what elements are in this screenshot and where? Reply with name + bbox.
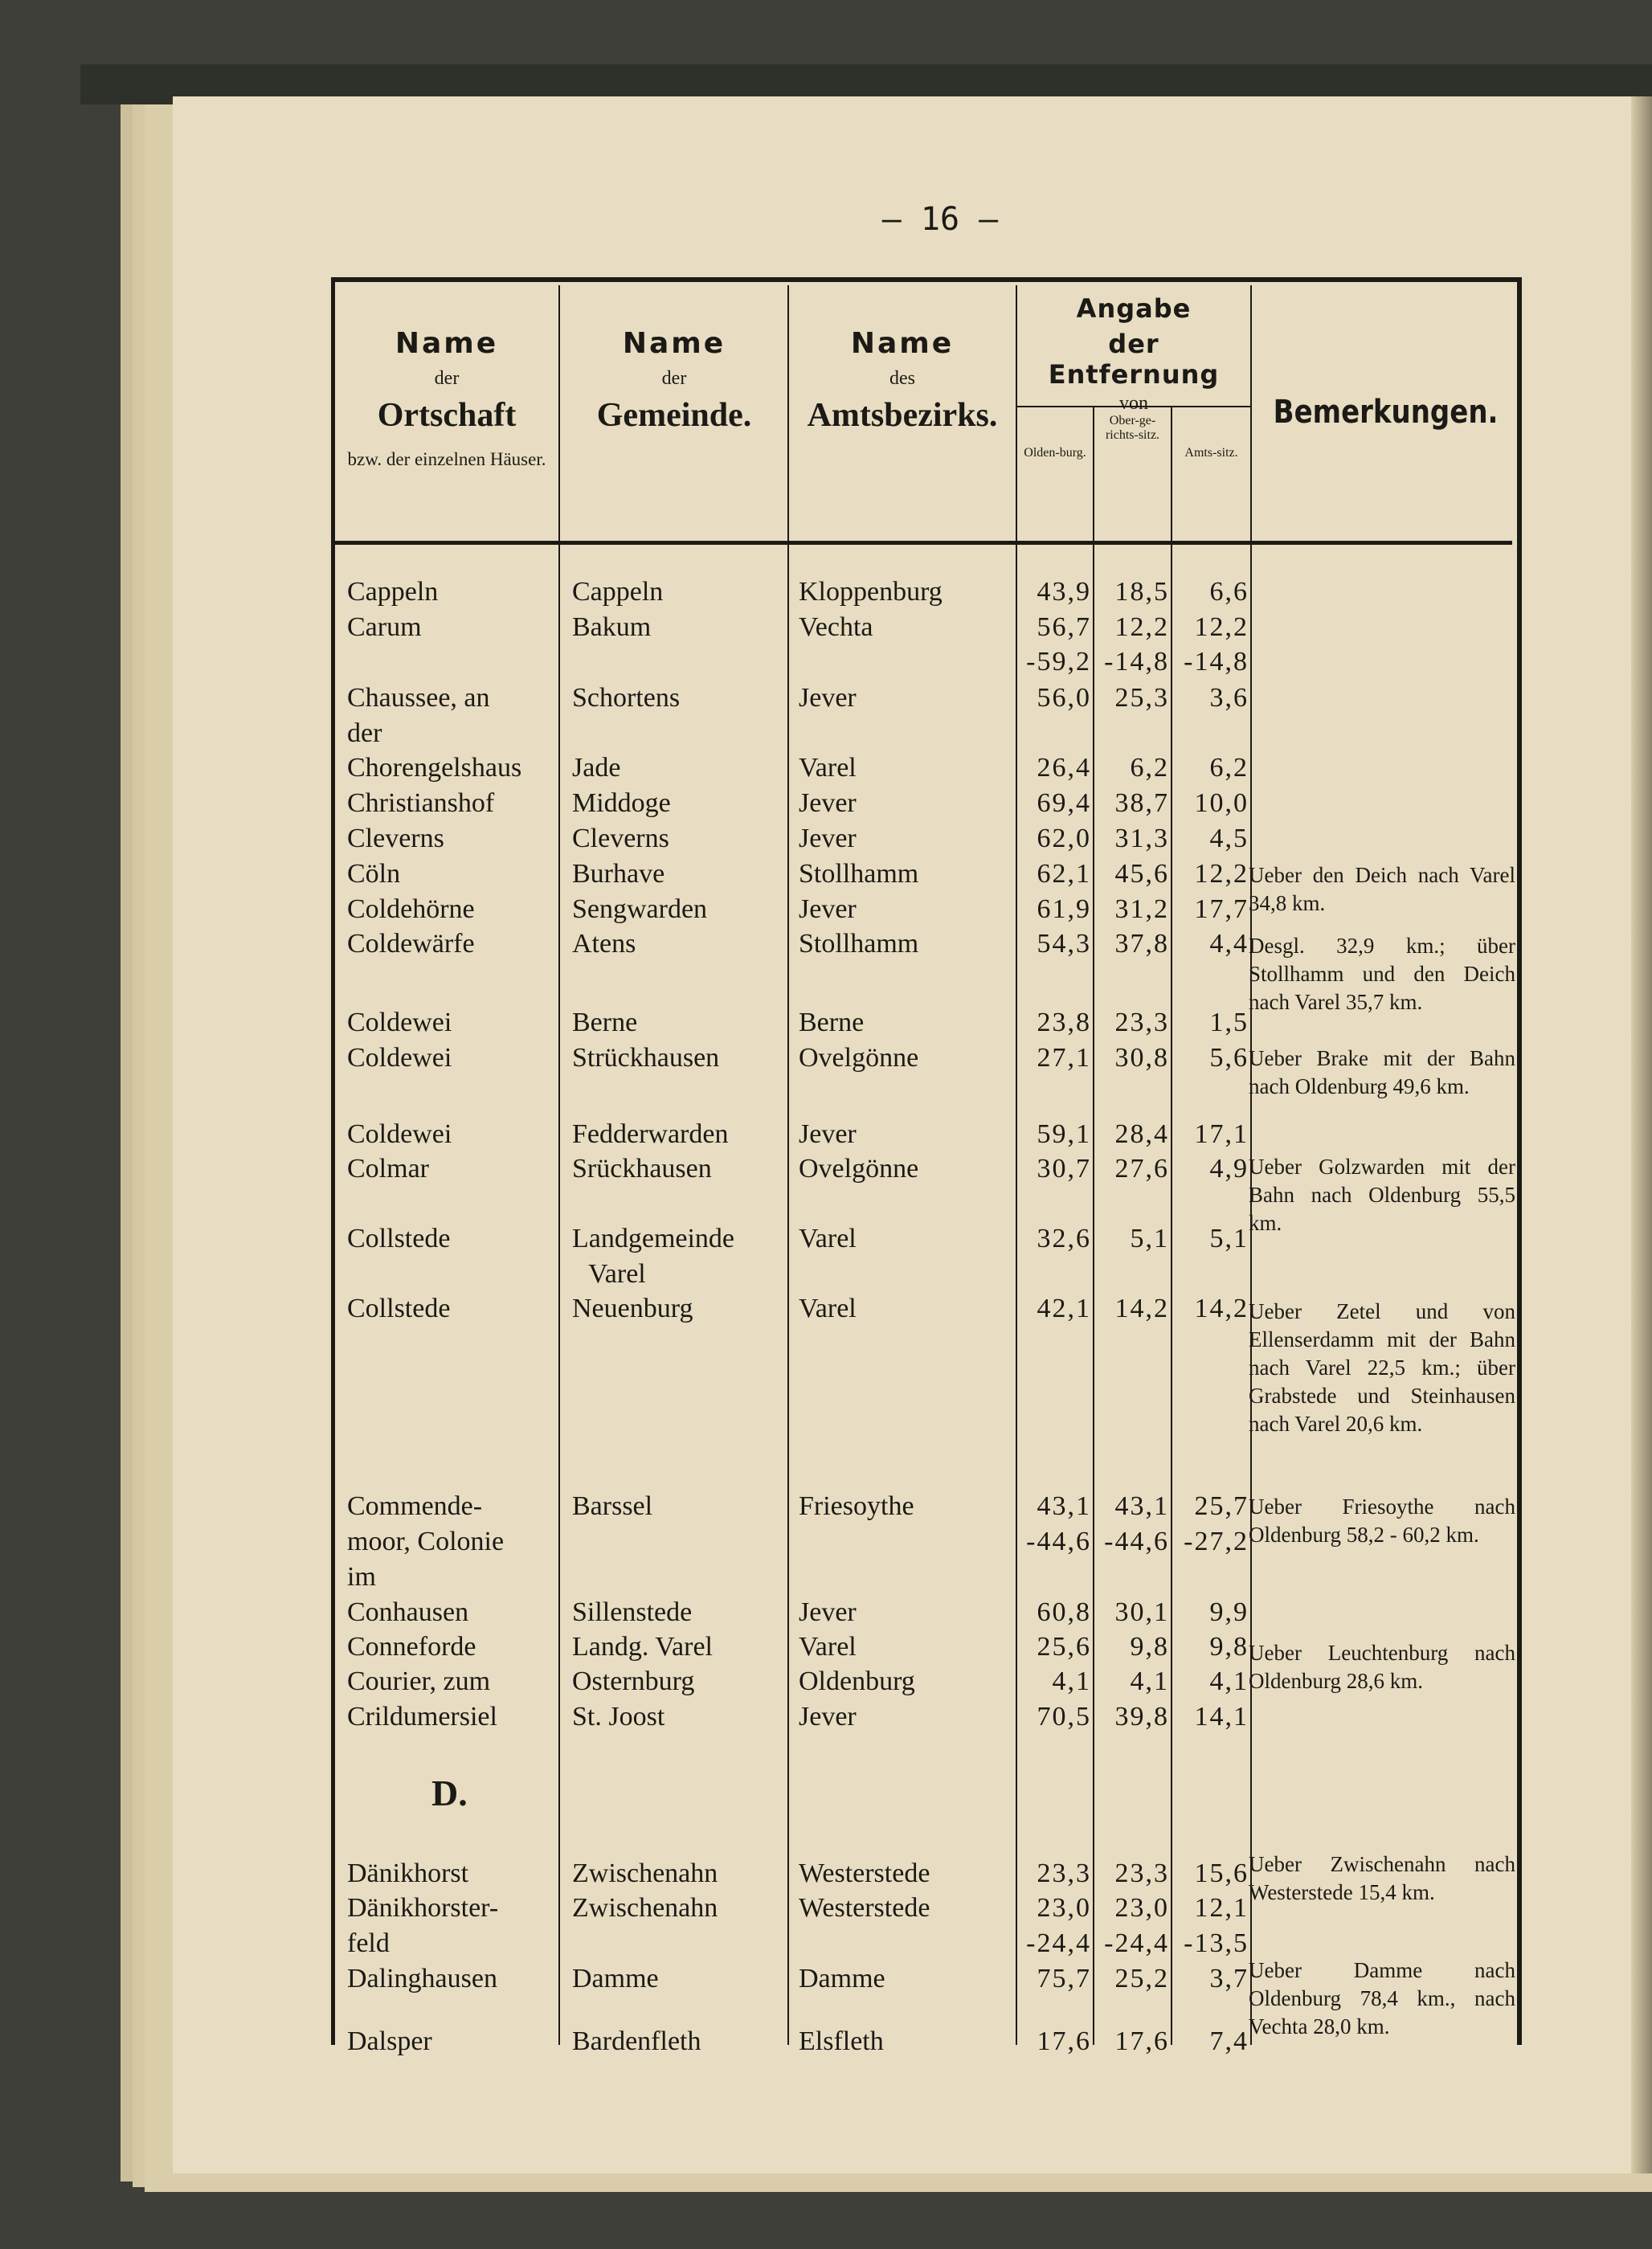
- remark-coldewaerfe: Desgl. 32,9 km.; über Stollhamm und den Deich nach Varel 35,7 km.: [1249, 934, 1515, 1014]
- ortschaft-cell: Carum: [347, 612, 422, 642]
- distance-amtssitz: 4,4: [1209, 929, 1249, 959]
- ortschaft-cell: Cleverns: [347, 824, 444, 853]
- distance-oldenburg: 25,6: [1037, 1632, 1091, 1662]
- ortschaft-cell: Conhausen: [347, 1597, 469, 1627]
- remark-coeln: Ueber den Deich nach Varel 34,8 km.: [1249, 863, 1515, 915]
- distance-oldenburg: 4,1: [1052, 1666, 1091, 1696]
- amtsbezirk-cell: Stollhamm: [799, 929, 919, 959]
- distance-obergericht: 37,8: [1114, 929, 1169, 959]
- gemeinde-cell: Bardenfleth: [572, 2026, 701, 2056]
- distance-amtssitz: -27,2: [1184, 1527, 1249, 1556]
- distance-oldenburg: -24,4: [1026, 1928, 1091, 1958]
- ortschaft-cell: Cöln: [347, 859, 401, 889]
- distance-amtssitz: 25,7: [1194, 1491, 1249, 1521]
- amtsbezirk-cell: Elsfleth: [799, 2026, 884, 2056]
- distance-oldenburg: 23,0: [1037, 1893, 1091, 1923]
- remark-commendemoor: Ueber Friesoythe nach Oldenburg 58,2 - 60,2 km.: [1249, 1495, 1515, 1547]
- remark-conneforde: Ueber Leuchtenburg nach Oldenburg 28,6 km.: [1249, 1641, 1515, 1693]
- distance-obergericht: 38,7: [1114, 788, 1169, 818]
- ortschaft-cell: Christianshof: [347, 788, 495, 818]
- distance-oldenburg: 62,0: [1037, 824, 1091, 853]
- distance-amtssitz: 3,6: [1209, 683, 1249, 713]
- gemeinde-cell: Sillenstede: [572, 1597, 693, 1627]
- distance-oldenburg: 27,1: [1037, 1043, 1091, 1073]
- distance-oldenburg: 26,4: [1037, 753, 1091, 783]
- distance-oldenburg: 42,1: [1037, 1294, 1091, 1323]
- remark-dalinghausen: Ueber Damme nach Oldenburg 78,4 km., nach Vechta 28,0 km.: [1249, 1958, 1515, 2038]
- distance-oldenburg: 62,1: [1037, 859, 1091, 889]
- ortschaft-cell-cont: moor, Colonie: [347, 1527, 505, 1556]
- distance-amtssitz: 15,6: [1194, 1858, 1249, 1888]
- gemeinde-cell: Srückhausen: [572, 1154, 712, 1184]
- column-rule: [787, 285, 789, 2045]
- gemeinde-cell: Strückhausen: [572, 1043, 720, 1073]
- distance-oldenburg: 30,7: [1037, 1154, 1091, 1184]
- ortschaft-cell: Coldewei: [347, 1008, 452, 1037]
- distance-oldenburg: 56,0: [1037, 683, 1091, 713]
- gemeinde-cell: Landg. Varel: [572, 1632, 713, 1662]
- amtsbezirk-cell: Varel: [799, 1632, 857, 1662]
- amtsbezirk-cell: Jever: [799, 894, 857, 924]
- header-gemeinde: Name der Gemeinde.: [596, 327, 752, 434]
- gemeinde-cell: Schortens: [572, 683, 681, 713]
- distance-oldenburg: 56,7: [1037, 612, 1091, 642]
- distance-amtssitz: 17,7: [1194, 894, 1249, 924]
- table-top-rule: [331, 277, 1522, 282]
- distance-amtssitz: 12,2: [1194, 612, 1249, 642]
- ortschaft-cell: Commende-: [347, 1491, 483, 1521]
- distance-obergericht: 39,8: [1114, 1702, 1169, 1732]
- ortschaft-cell: Colmar: [347, 1154, 429, 1184]
- distance-obergericht: 12,2: [1114, 612, 1169, 642]
- amtsbezirk-cell: Stollhamm: [799, 859, 919, 889]
- distance-oldenburg: 43,1: [1037, 1491, 1091, 1521]
- ortschaft-cell: Chorengelshaus: [347, 753, 522, 783]
- distance-oldenburg: -59,2: [1026, 647, 1091, 677]
- ortschaft-cell-cont: der: [347, 718, 382, 748]
- distance-amtssitz: 10,0: [1194, 788, 1249, 818]
- ortschaft-cell: Conneforde: [347, 1632, 476, 1662]
- gemeinde-cell: St. Joost: [572, 1702, 665, 1732]
- distance-oldenburg: 70,5: [1037, 1702, 1091, 1732]
- amtsbezirk-cell: Friesoythe: [799, 1491, 914, 1521]
- distance-amtssitz: -14,8: [1184, 647, 1249, 677]
- distance-obergericht: 4,1: [1130, 1666, 1169, 1696]
- distance-obergericht: 17,6: [1114, 2026, 1169, 2056]
- distance-obergericht: -24,4: [1104, 1928, 1169, 1958]
- header-obergerichtssitz: Ober-ge-richts-sitz.: [1105, 414, 1160, 442]
- gemeinde-cell: Fedderwarden: [572, 1119, 729, 1149]
- ortschaft-cell: Coldewei: [347, 1119, 452, 1149]
- distance-obergericht: 25,2: [1114, 1964, 1169, 1993]
- amtsbezirk-cell: Varel: [799, 753, 857, 783]
- distance-amtssitz: 4,5: [1209, 824, 1249, 853]
- amtsbezirk-cell: Berne: [799, 1008, 865, 1037]
- distance-amtssitz: 3,7: [1209, 1964, 1249, 1993]
- ortschaft-cell: Crildumersiel: [347, 1702, 497, 1732]
- page-gutter: [1631, 96, 1652, 2173]
- distance-amtssitz: 14,2: [1194, 1294, 1249, 1323]
- amtsbezirk-cell: Jever: [799, 1702, 857, 1732]
- column-rule: [558, 285, 560, 2045]
- distance-oldenburg: 59,1: [1037, 1119, 1091, 1149]
- amtsbezirk-cell: Jever: [799, 788, 857, 818]
- distance-obergericht: 9,8: [1130, 1632, 1169, 1662]
- gemeinde-cell: Barssel: [572, 1491, 653, 1521]
- distance-oldenburg: 17,6: [1037, 2026, 1091, 2056]
- gemeinde-cell: Bakum: [572, 612, 652, 642]
- remark-collstede: Ueber Zetel und von Ellenserdamm mit der Bahn nach Varel 22,5 km.; über Grabstede und Steinhausen nach Varel 20,6 km.: [1249, 1299, 1515, 1436]
- ortschaft-cell: Coldewei: [347, 1043, 452, 1073]
- distance-oldenburg: 75,7: [1037, 1964, 1091, 1993]
- distance-amtssitz: 5,1: [1209, 1224, 1249, 1253]
- distance-oldenburg: 69,4: [1037, 788, 1091, 818]
- header-oldenburg: Olden-burg.: [1024, 446, 1086, 460]
- amtsbezirk-cell: Vechta: [799, 612, 873, 642]
- amtsbezirk-cell: Jever: [799, 1119, 857, 1149]
- distance-obergericht: 43,1: [1114, 1491, 1169, 1521]
- distance-obergericht: 30,8: [1114, 1043, 1169, 1073]
- distance-oldenburg: 23,8: [1037, 1008, 1091, 1037]
- distance-obergericht: 28,4: [1114, 1119, 1169, 1149]
- distance-amtssitz: -13,5: [1184, 1928, 1249, 1958]
- distance-obergericht: 23,3: [1114, 1858, 1169, 1888]
- ortschaft-cell-cont: im: [347, 1562, 376, 1592]
- distance-obergericht: 30,1: [1114, 1597, 1169, 1627]
- gemeinde-cell: Cappeln: [572, 577, 664, 607]
- remark-coldewei: Ueber Brake mit der Bahn nach Oldenburg 49,6 km.: [1249, 1046, 1515, 1098]
- gemeinde-cell: Neuenburg: [572, 1294, 693, 1323]
- amtsbezirk-cell: Westerstede: [799, 1858, 930, 1888]
- distance-obergericht: 6,2: [1130, 753, 1169, 783]
- ortschaft-cell: Coldehörne: [347, 894, 475, 924]
- distance-amtssitz: 1,5: [1209, 1008, 1249, 1037]
- distance-oldenburg: -44,6: [1026, 1527, 1091, 1556]
- ortschaft-cell: Courier, zum: [347, 1666, 491, 1696]
- amtsbezirk-cell: Varel: [799, 1294, 857, 1323]
- ortschaft-cell: Collstede: [347, 1224, 451, 1253]
- page-number: — 16 —: [881, 201, 999, 238]
- distance-obergericht: -14,8: [1104, 647, 1169, 677]
- ortschaft-cell-cont: feld: [347, 1928, 390, 1958]
- distance-amtssitz: 4,1: [1209, 1666, 1249, 1696]
- distance-oldenburg: 32,6: [1037, 1224, 1091, 1253]
- distance-oldenburg: 60,8: [1037, 1597, 1091, 1627]
- amtsbezirk-cell: Jever: [799, 683, 857, 713]
- ortschaft-cell: Chaussee, an: [347, 683, 490, 713]
- ortschaft-cell: Dalsper: [347, 2026, 432, 2056]
- header-amtsbezirk: Name des Amtsbezirks.: [807, 327, 998, 434]
- distance-oldenburg: 23,3: [1037, 1858, 1091, 1888]
- header-rule: [331, 541, 1512, 545]
- gemeinde-cell: Burhave: [572, 859, 665, 889]
- gemeinde-cell: Berne: [572, 1008, 638, 1037]
- distance-obergericht: 23,0: [1114, 1893, 1169, 1923]
- distance-amtssitz: 14,1: [1194, 1702, 1249, 1732]
- header-entfernung: Angabe der Entfernung von: [1048, 293, 1220, 414]
- gemeinde-cell: Atens: [572, 929, 636, 959]
- amtsbezirk-cell: Damme: [799, 1964, 885, 1993]
- distance-amtssitz: 17,1: [1194, 1119, 1249, 1149]
- amtsbezirk-cell: Westerstede: [799, 1893, 930, 1923]
- gemeinde-cell: Zwischenahn: [572, 1858, 718, 1888]
- header-bemerkungen: Bemerkungen.: [1273, 394, 1499, 431]
- amtsbezirk-cell: Oldenburg: [799, 1666, 915, 1696]
- gemeinde-cell: Jade: [572, 753, 621, 783]
- gemeinde-cell: Middoge: [572, 788, 671, 818]
- ortschaft-cell: Coldewärfe: [347, 929, 475, 959]
- amtsbezirk-cell: Varel: [799, 1224, 857, 1253]
- amtsbezirk-cell: Ovelgönne: [799, 1043, 919, 1073]
- amtsbezirk-cell: Jever: [799, 1597, 857, 1627]
- remark-daenikhorst: Ueber Zwischenahn nach Westerstede 15,4 km.: [1249, 1852, 1515, 1904]
- ortschaft-cell: Dänikhorster-: [347, 1893, 499, 1923]
- distance-obergericht: 31,2: [1114, 894, 1169, 924]
- remark-colmar: Ueber Golzwarden mit der Bahn nach Oldenburg 55,5 km.: [1249, 1155, 1515, 1235]
- ortschaft-cell: Collstede: [347, 1294, 451, 1323]
- distance-amtssitz: 7,4: [1209, 2026, 1249, 2056]
- distance-obergericht: 31,3: [1114, 824, 1169, 853]
- table-right-rule: [1517, 277, 1522, 2045]
- distance-amtssitz: 12,2: [1194, 859, 1249, 889]
- distance-amtssitz: 12,1: [1194, 1893, 1249, 1923]
- distance-amtssitz: 6,2: [1209, 753, 1249, 783]
- distance-oldenburg: 61,9: [1037, 894, 1091, 924]
- gemeinde-cell: Sengwarden: [572, 894, 708, 924]
- header-amtssitz: Amts-sitz.: [1184, 446, 1238, 460]
- distance-obergericht: 18,5: [1114, 577, 1169, 607]
- section-letter-d: D.: [431, 1773, 468, 1814]
- gemeinde-cell: Cleverns: [572, 824, 669, 853]
- distance-amtssitz: 5,6: [1209, 1043, 1249, 1073]
- distance-obergericht: 25,3: [1114, 683, 1169, 713]
- ortschaft-cell: Dänikhorst: [347, 1858, 469, 1888]
- amtsbezirk-cell: Ovelgönne: [799, 1154, 919, 1184]
- gemeinde-cell: Landgemeinde: [572, 1224, 735, 1253]
- amtsbezirk-cell: Kloppenburg: [799, 577, 943, 607]
- distance-amtssitz: 4,9: [1209, 1154, 1249, 1184]
- distance-oldenburg: 43,9: [1037, 577, 1091, 607]
- distance-amtssitz: 9,8: [1209, 1632, 1249, 1662]
- distance-obergericht: 14,2: [1114, 1294, 1169, 1323]
- gemeinde-cell: Damme: [572, 1964, 659, 1993]
- distance-oldenburg: 54,3: [1037, 929, 1091, 959]
- ortschaft-cell: Dalinghausen: [347, 1964, 497, 1993]
- table-left-rule: [331, 277, 335, 2045]
- distance-amtssitz: 9,9: [1209, 1597, 1249, 1627]
- header-ortschaft: Name der Ortschaft bzw. der einzelnen Häuser.: [347, 327, 546, 469]
- distance-obergericht: 23,3: [1114, 1008, 1169, 1037]
- amtsbezirk-cell: Jever: [799, 824, 857, 853]
- gemeinde-cell: Zwischenahn: [572, 1893, 718, 1923]
- distance-obergericht: 45,6: [1114, 859, 1169, 889]
- gemeinde-cell: Osternburg: [572, 1666, 695, 1696]
- distance-obergericht: -44,6: [1104, 1527, 1169, 1556]
- distance-obergericht: 5,1: [1130, 1224, 1169, 1253]
- gemeinde-cell-cont: Varel: [588, 1259, 646, 1289]
- distance-obergericht: 27,6: [1114, 1154, 1169, 1184]
- register-table: [331, 277, 1522, 2056]
- ortschaft-cell: Cappeln: [347, 577, 439, 607]
- distance-amtssitz: 6,6: [1209, 577, 1249, 607]
